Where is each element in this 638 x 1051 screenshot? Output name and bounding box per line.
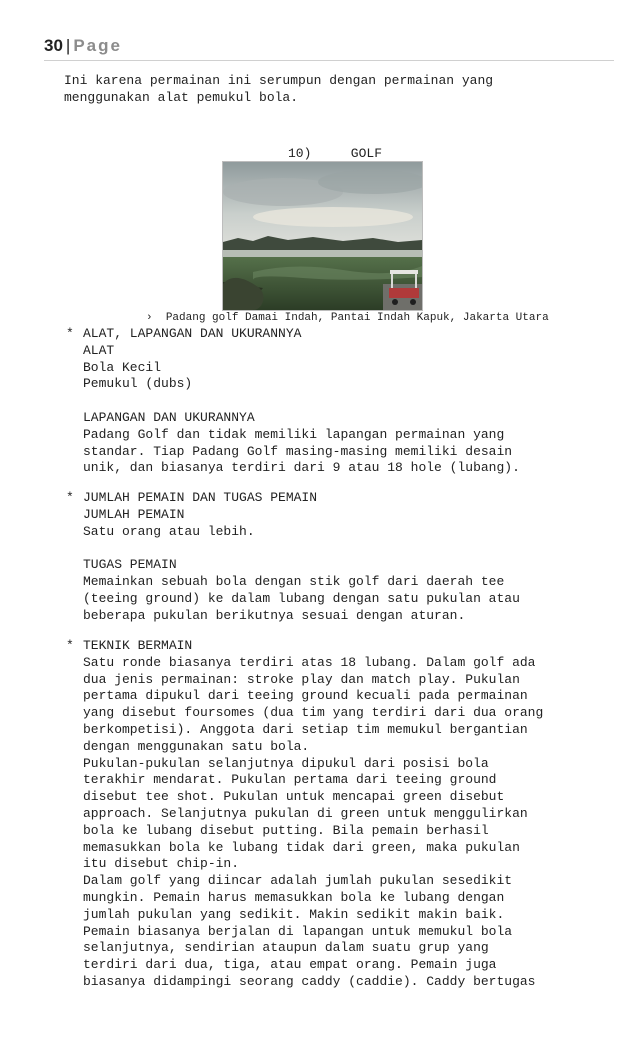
page-header — [44, 36, 614, 61]
text-line: dengan menggunakan satu bola. — [83, 738, 310, 754]
bullet-marker: * — [66, 326, 74, 341]
text-line: itu disebut chip-in. — [83, 856, 240, 872]
caption-marker: › — [146, 312, 153, 324]
text-line: unik, dan biasanya terdiri dari 9 atau 18 hole (lubang). — [83, 460, 520, 476]
text-line: pertama dipukul dari teeing ground kecuali pada permainan — [83, 688, 528, 704]
intro-line: menggunakan alat pemukul bola. — [64, 89, 299, 105]
section-body — [83, 490, 603, 624]
text-line: selanjutnya, sendirian ataupun dalam suatu grup yang — [83, 940, 489, 956]
text-line: bola ke lubang disebut putting. Bila pemain berhasil — [83, 822, 489, 838]
text-line: memasukkan bola ke lubang tidak dari green, maka pukulan — [83, 839, 520, 855]
page-number: 30 — [44, 36, 63, 55]
bullet-marker: * — [66, 638, 74, 653]
text-line: jumlah pukulan yang sedikit. Makin sedikit makin baik. — [83, 906, 505, 922]
text-line: beberapa pukulan berikutnya sesuai dengan aturan. — [83, 607, 466, 623]
text-line: Padang Golf dan tidak memiliki lapangan permainan yang — [83, 426, 505, 442]
text-line: Memainkan sebuah bola dengan stik golf dari daerah tee — [83, 573, 505, 589]
text-line: Pukulan-pukulan selanjutnya dipukul dari posisi bola — [83, 755, 489, 771]
section-heading: JUMLAH PEMAIN DAN TUGAS PEMAIN — [83, 490, 318, 505]
text-line: terdiri dari dua, tiga, atau empat orang. Pemain juga — [83, 957, 497, 973]
golf-course-photo — [222, 161, 423, 311]
text-line: Pemukul (dubs) — [83, 376, 193, 392]
subheading: TUGAS PEMAIN — [83, 557, 177, 573]
text-line: Satu ronde biasanya terdiri atas 18 lubang. Dalam golf ada — [83, 654, 536, 670]
section-body — [83, 326, 603, 477]
section-heading: TEKNIK BERMAIN — [83, 638, 193, 653]
text-line: disebut tee shot. Pukulan untuk mencapai green disebut — [83, 789, 505, 805]
header-separator: | — [65, 36, 71, 55]
text-line: biasanya didampingi seorang caddy (caddie). Caddy bertugas — [83, 973, 536, 989]
photo-caption — [146, 311, 549, 325]
text-line: terakhir mendarat. Pukulan pertama dari teeing ground — [83, 772, 497, 788]
section-heading: ALAT, LAPANGAN DAN UKURANNYA — [83, 326, 302, 341]
text-line — [83, 991, 603, 1008]
text-line: standar. Tiap Padang Golf masing-masing memiliki desain — [83, 443, 513, 459]
intro-paragraph — [64, 73, 602, 107]
text-line: mungkin. Pemain harus memasukkan bola ke lubang dengan — [83, 889, 505, 905]
text-line: (teeing ground) ke dalam lubang dengan satu pukulan atau — [83, 590, 520, 606]
page-label: Page — [73, 36, 122, 55]
text-line: dua jenis permainan: stroke play dan match play. Pukulan — [83, 671, 520, 687]
section-body — [83, 638, 603, 1008]
text-line: approach. Selanjutnya pukulan di green untuk menggulirkan — [83, 805, 528, 821]
bullet-marker: * — [66, 490, 74, 505]
text-line: berkompetisi). Anggota dari setiap tim memukul bergantian — [83, 721, 528, 737]
figure-number: 10) — [287, 146, 312, 161]
text-line: Dalam golf yang diincar adalah jumlah pukulan sesedikit — [83, 873, 513, 889]
subheading: LAPANGAN DAN UKURANNYA — [83, 409, 255, 425]
subheading: ALAT — [83, 342, 115, 358]
subheading: JUMLAH PEMAIN — [83, 506, 185, 522]
figure-title-text: GOLF — [350, 146, 383, 161]
text-line: Satu orang atau lebih. — [83, 523, 255, 539]
intro-line: Ini karena permainan ini serumpun dengan permainan yang — [64, 73, 494, 88]
text-line: Pemain biasanya berjalan di lapangan untuk memukul bola — [83, 923, 513, 939]
text-line: yang disebut foursomes (dua tim yang terdiri dari dua orang — [83, 705, 544, 721]
text-line: Bola Kecil — [83, 359, 162, 375]
caption-text: Padang golf Damai Indah, Pantai Indah Kapuk, Jakarta Utara — [165, 312, 549, 324]
